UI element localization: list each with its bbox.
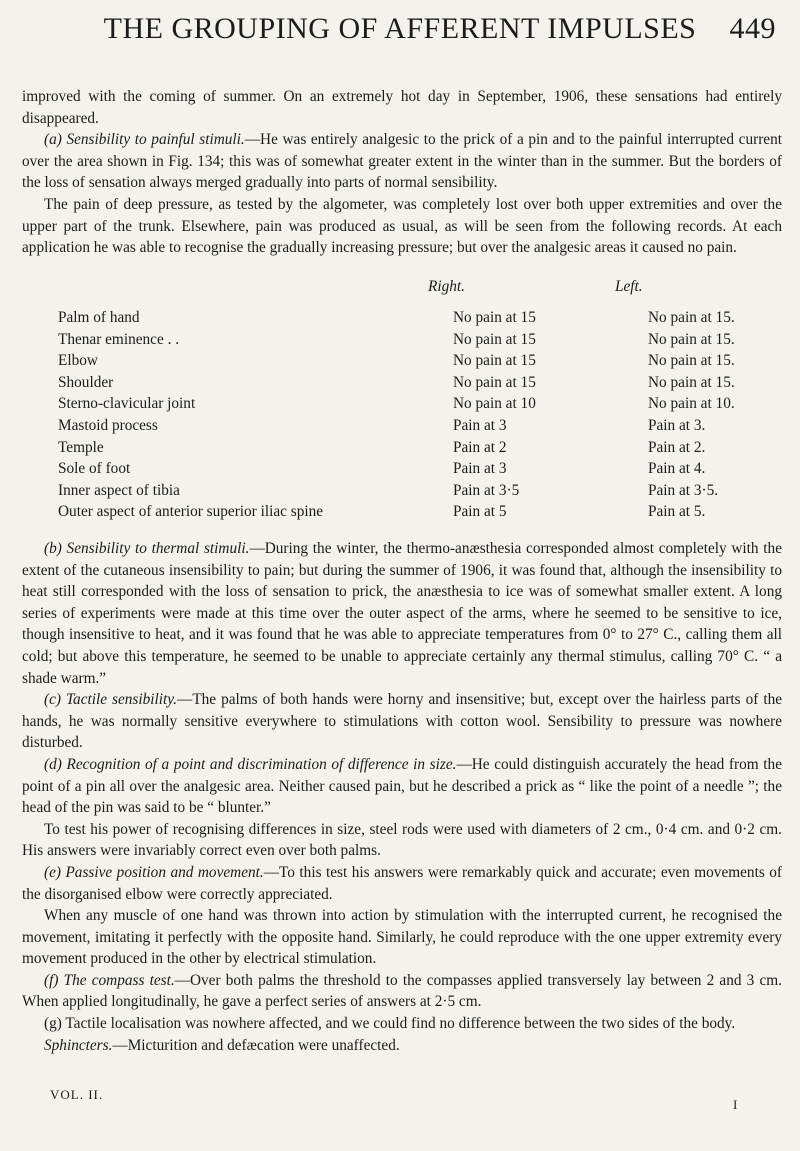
right-value-cell: Pain at 3 <box>453 416 507 434</box>
left-value-cell: Pain at 2. <box>648 438 706 456</box>
section-heading: (b) Sensibility to thermal stimuli. <box>44 540 250 557</box>
left-value-cell: No pain at 15. <box>648 330 735 348</box>
right-value-cell: No pain at 15 <box>453 309 536 326</box>
paragraph: The pain of deep pressure, as tested by the algometer, was completely lost over both upper extremities and over the upper part of the trunk. Elsewhere, pain was produced as usual, as will be seen from the following records. At each application he was able to recognise the gradually increasing pressure; but over the analgesic areas it caused no pain. <box>22 195 782 257</box>
paragraph-f: (f) The compass test.—Over both palms the threshold to the compasses applied transversely lay between 2 and 3 cm. When applied longitudinally, he gave a perfect series of answers at 2·5 cm. <box>22 971 782 1011</box>
right-value-cell: Pain at 5 <box>453 503 507 521</box>
paragraph: To test his power of recognising differences in size, steel rods were used with diameters of 2 cm., 0·4 cm. and 0·2 cm. His answers were invariably correct even over both palms. <box>22 820 782 860</box>
site-cell: Thenar eminence . . <box>58 330 180 348</box>
paragraph-d: (d) Recognition of a point and discrimination of difference in size.—He could distinguish accurately the head from the point of a pin all over the analgesic area. Neither caused pain, but he described a prick as “ like the point of a needle ”; the head of the pin was said to be “ blunter.” <box>22 755 782 817</box>
table-row <box>50 372 790 394</box>
site-cell: Palm of hand <box>58 309 140 326</box>
table-row <box>50 415 790 437</box>
paragraph-e: (e) Passive position and movement.—To this test his answers were remarkably quick and accurate; even movements of the disorganised elbow were correctly appreciated. <box>22 863 782 903</box>
left-value-cell: Pain at 3·5. <box>648 481 719 499</box>
right-value-cell: Pain at 2 <box>453 438 507 456</box>
site-cell: Sterno-clavicular joint <box>58 395 196 413</box>
paragraph: improved with the coming of summer. On an extremely hot day in September, 1906, these sensations had entirely disappeared. <box>22 88 782 127</box>
paragraph: When any muscle of one hand was thrown into action by stimulation with the interrupted current, he recognised the movement, imitating it perfectly with the opposite hand. Similarly, he could reproduce with the one upper extremity every movement produced in the other by electrical stimulation. <box>22 907 782 968</box>
right-value-cell: No pain at 15 <box>453 373 536 391</box>
site-cell: Mastoid process <box>58 416 158 434</box>
site-cell: Elbow <box>58 352 98 370</box>
section-heading: Sphincters. <box>44 1036 113 1054</box>
right-value-cell: Pain at 3·5 <box>453 481 520 499</box>
section-heading: (d) Recognition of a point and discrimination of difference in size. <box>44 755 457 773</box>
paragraph-a: (a) Sensibility to painful stimuli.—He was entirely analgesic to the prick of a pin and to the painful interrupted current over the area shown in Fig. 134; this was of somewhat greater extent in the winter than in the summer. But the borders of the loss of sensation always merged gradually into parts of normal sensibility. <box>22 131 782 192</box>
running-header <box>0 12 800 46</box>
section-heading: (e) Passive position and movement. <box>44 863 264 881</box>
paragraph-b: (b) Sensibility to thermal stimuli.—During the winter, the thermo-anæsthesia corresponded almost completely with the extent of the cutaneous insensibility to pain; but during the summer of 1906, it was found that, although the insensibility to heat still corresponded with the loss of sensation to prick, the anæsthesia to ice was of somewhat smaller extent. A long series of experiments were made at this time over the outer aspect of the arms, where he seemed to be sensitive to ice, though insensitive to heat, and it was found that he was able to appreciate temperatures from 0° to 27° C., calling them all cold; but above this temperature, he seemed to be unable to appreciate certainly any thermal stimulus, calling 70° C. “ a shade warm.” <box>22 540 782 687</box>
left-value-cell: Pain at 5. <box>648 503 706 521</box>
site-cell: Inner aspect of tibia <box>58 481 180 499</box>
table-row <box>50 458 790 480</box>
site-cell: Sole of foot <box>58 460 131 478</box>
table-row <box>50 501 790 523</box>
volume-mark: VOL. II. <box>50 1087 104 1102</box>
intro-text <box>22 86 782 259</box>
left-value-cell: No pain at 10. <box>648 395 735 413</box>
right-value-cell: No pain at 10 <box>453 395 536 413</box>
site-cell: Outer aspect of anterior superior iliac spine <box>58 503 324 521</box>
section-heading: (c) Tactile sensibility. <box>44 691 178 709</box>
body-text <box>22 538 782 1056</box>
table-row <box>50 393 790 415</box>
right-value-cell: Pain at 3 <box>453 460 507 478</box>
column-header-left: Left. <box>615 278 643 295</box>
left-value-cell: Pain at 3. <box>648 416 706 434</box>
table-row <box>50 329 790 351</box>
table-row <box>50 480 790 502</box>
left-value-cell: No pain at 15. <box>648 352 735 370</box>
pain-table <box>50 307 790 523</box>
right-value-cell: No pain at 15 <box>453 352 536 370</box>
table-row <box>50 307 790 329</box>
site-cell: Temple <box>58 438 104 456</box>
paragraph-g: (g) Tactile localisation was nowhere affected, and we could find no difference between the two sides of the body. <box>44 1015 736 1033</box>
left-value-cell: No pain at 15. <box>648 309 735 326</box>
section-heading: (f) The compass test. <box>44 971 175 989</box>
column-header-right: Right. <box>428 278 465 295</box>
paragraph-sphincters: Sphincters.—Micturition and defæcation were unaffected. <box>44 1036 400 1054</box>
section-heading: (a) Sensibility to painful stimuli. <box>44 131 245 149</box>
table-row <box>50 437 790 459</box>
right-value-cell: No pain at 15 <box>453 330 536 348</box>
running-title: THE GROUPING OF AFFERENT IMPULSES <box>103 12 697 45</box>
left-value-cell: Pain at 4. <box>648 460 706 478</box>
signature-mark: I <box>733 1097 738 1112</box>
left-value-cell: No pain at 15. <box>648 373 735 391</box>
page-number: 449 <box>729 12 776 45</box>
paragraph-c: (c) Tactile sensibility.—The palms of both hands were horny and insensitive; but, except over the hairless parts of the hands, he was normally sensitive everywhere to stimulations with cotton wool. Sensibility to pressure was nowhere disturbed. <box>22 691 783 752</box>
table-row <box>50 350 790 372</box>
site-cell: Shoulder <box>58 373 114 391</box>
